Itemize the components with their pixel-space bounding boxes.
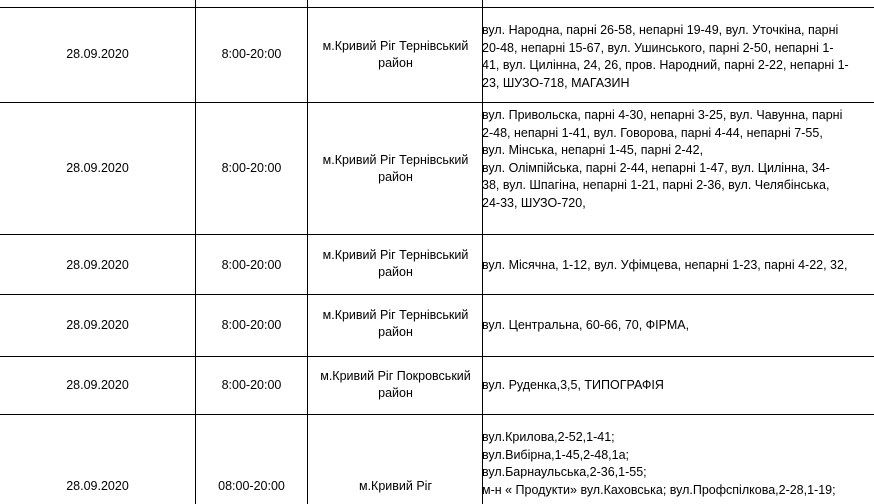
row-3-time: 8:00-20:00 <box>221 258 282 272</box>
address-line: 20-48, непарні 15-67, вул. Ушинського, парні 2-50, непарні 1- <box>482 40 834 55</box>
row-1-address <box>482 22 874 92</box>
address-line: вул. Центральна, 60-66, 70, ФІРМА, <box>482 318 690 332</box>
row-divider <box>0 356 874 357</box>
place-line: м.Кривий Ріг Тернівський <box>322 39 469 53</box>
address-line: 38, вул. Шпагіна, непарні 1-21, парні 2-36, вул. Челябінська, <box>482 178 830 192</box>
row-1-date: 28.09.2020 <box>66 47 129 61</box>
row-2-time: 8:00-20:00 <box>221 161 282 175</box>
place-line: район <box>378 325 413 339</box>
address-line: вул. Мінська, непарні 1-45, парні 2-42, <box>482 143 704 157</box>
row-3-address <box>482 257 874 275</box>
address-line: вул.Крилова,2-52,1-41; <box>482 430 615 444</box>
row-3-date: 28.09.2020 <box>66 258 129 272</box>
row-divider <box>0 7 874 8</box>
address-line: вул. Руденка,3,5, ТИПОГРАФІЯ <box>482 378 664 392</box>
row-4-time: 8:00-20:00 <box>221 318 282 332</box>
place-line: район <box>378 170 413 184</box>
row-6-address <box>482 429 874 499</box>
address-line: м-н « Продукти» вул.Каховська; вул.Профспілкова,2-28,1-19; <box>482 482 836 497</box>
address-line: вул. Привольска, парні 4-30, непарні 3-25, вул. Чавунна, парні <box>482 108 843 122</box>
row-5-date: 28.09.2020 <box>66 378 129 392</box>
row-2-place <box>308 152 483 186</box>
place-line: м.Кривий Ріг Тернівський <box>322 248 469 262</box>
address-line: вул. Місячна, 1-12, вул. Уфімцева, непарні 1-23, парні 4-22, 32, <box>482 258 848 272</box>
address-line: вул.Барнаульська,2-36,1-55; <box>482 465 647 479</box>
row-divider <box>0 294 874 295</box>
place-line: район <box>378 56 413 70</box>
row-4-place <box>308 307 483 341</box>
row-5-place <box>308 368 483 402</box>
row-4-date: 28.09.2020 <box>66 318 129 332</box>
row-6-date: 28.09.2020 <box>66 479 129 493</box>
row-divider <box>0 102 874 103</box>
row-6-time: 08:00-20:00 <box>218 479 285 493</box>
row-1-place <box>308 38 483 72</box>
row-2-date: 28.09.2020 <box>66 161 129 175</box>
column-divider <box>195 0 196 504</box>
place-line: м.Кривий Ріг Тернівський <box>322 308 469 322</box>
row-5-time: 8:00-20:00 <box>221 378 282 392</box>
address-line: вул. Народна, парні 26-58, непарні 19-49, вул. Уточкіна, парні <box>482 23 839 37</box>
address-line: 41, вул. Цилінна, 24, 26, пров. Народний, парні 2-22, непарні 1- <box>482 58 849 72</box>
place-line: район <box>378 386 413 400</box>
row-divider <box>0 234 874 235</box>
row-6-place <box>308 478 483 495</box>
row-divider <box>0 414 874 415</box>
address-line: вул.Вибірна,1-45,2-48,1а; <box>482 447 630 462</box>
place-line: м.Кривий Ріг <box>358 479 433 493</box>
row-1-time: 8:00-20:00 <box>221 47 282 61</box>
row-4-address <box>482 317 874 335</box>
row-3-place <box>308 247 483 281</box>
address-line: 23, ШУЗО-718, МАГАЗИН <box>482 75 630 90</box>
address-line: 24-33, ШУЗО-720, <box>482 195 586 210</box>
place-line: м.Кривий Ріг Тернівський <box>322 153 469 167</box>
row-5-address <box>482 377 874 395</box>
place-line: м.Кривий Ріг Покровський <box>320 369 471 383</box>
address-line: 2-48, непарні 1-41, вул. Говорова, парні 4-44, непарні 7-55, <box>482 125 823 140</box>
address-line: вул. Олімпійська, парні 2-44, непарні 1-47, вул. Цилінна, 34- <box>482 160 830 175</box>
place-line: район <box>378 265 413 279</box>
row-2-address <box>482 107 874 212</box>
